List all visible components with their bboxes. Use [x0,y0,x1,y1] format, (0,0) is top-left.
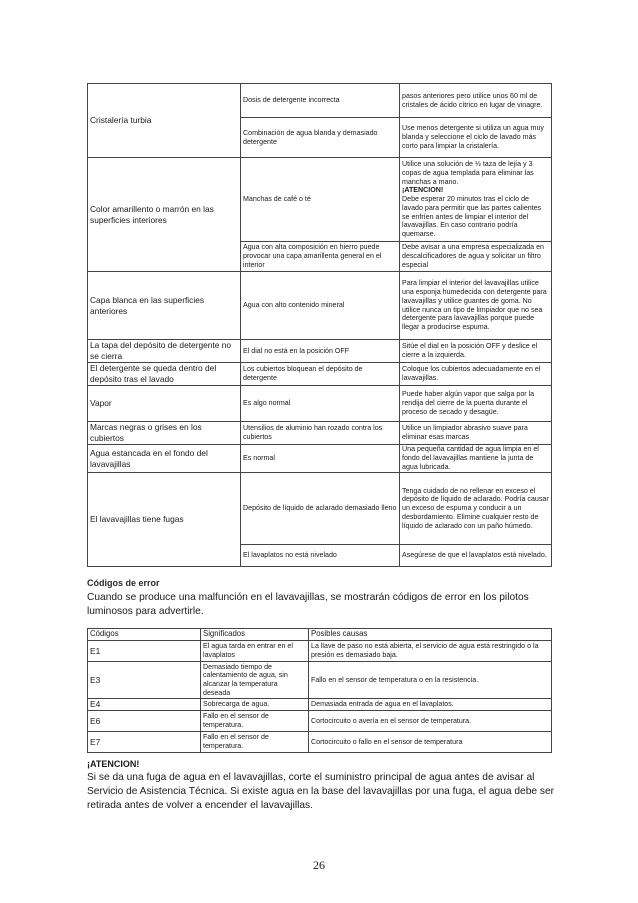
error-codes-table [87,628,552,753]
table-row [88,363,552,386]
solution-cell: Utilice un limpiador abrasivo suave para eliminar esas marcas [400,422,552,445]
solution-cell: Use menos detergente si utiliza un agua muy blanda y seleccione el ciclo de lavado más corto para limpiar la cristalería. [400,118,552,158]
code-cell: E6 [88,711,201,732]
cause-cell: Demasiada entrada de agua en el lavaplatos. [309,699,552,711]
meaning-cell: El agua tarda en entrar en el lavaplatos [201,641,309,662]
table-row [88,445,552,473]
table-row [88,84,552,118]
troubleshooting-table [87,83,552,567]
cause-cell: Depósito de líquido de aclarado demasiado lleno [241,473,400,545]
cause-cell: El lavaplatos no está nivelado [241,545,400,567]
cause-cell: La llave de paso no está abierta, el servicio de agua está restringido o la presión es demasiado baja. [309,641,552,662]
problem-cell: Capa blanca en las superficies anteriores [88,272,241,340]
table-header-row [88,629,552,641]
solution-cell [400,158,552,242]
solution-cell: pasos anteriores pero utilice unos 60 ml de cristales de ácido cítrico en lugar de vinagre. [400,84,552,118]
cause-cell: El dial no está en la posición OFF [241,340,400,363]
warning-label: ¡ATENCION! [402,186,444,195]
warning-text: Si se da una fuga de agua en el lavavajillas, corte el suministro principal de agua antes de avisar al Servicio de Asistencia Técnica. Si existe agua en la base del lavavajillas por una fuga, el agua debe ser retirada antes de volver a encender el lavavajillas. [87,772,555,811]
table-row [88,732,552,753]
cause-cell: Combinación de agua blanda y demasiado detergente [241,118,400,158]
table-row [88,473,552,545]
cause-cell: Manchas de café o té [241,158,400,242]
table-row [88,340,552,363]
solution-cell: Tenga cuidado de no rellenar en exceso el depósito de líquido de aclarado. Podría causar un exceso de espuma y conducir a un desbordamiento. Elimine cualquier resto de líquido de aclarado con un paño húmedo. [400,473,552,545]
solution-text: Debe esperar 20 minutos tras el ciclo de lavado para permitir que las partes calientes se enfríen antes de limpiar el interior del lavavajillas. En caso contrario podría quemarse. [402,195,542,238]
column-header: Significados [201,629,309,641]
meaning-cell: Fallo en el sensor de temperatura. [201,732,309,753]
warning-heading: ¡ATENCION! [87,759,140,769]
solution-cell: Coloque los cubiertos adecuadamente en el lavavajillas. [400,363,552,386]
cause-cell: Agua con alta composición en hierro puede provocar una capa amarillenta general en el interior [241,242,400,272]
problem-cell: La tapa del depósito de detergente no se cierra [88,340,241,363]
cause-cell: Los cubiertos bloquean el depósito de detergente [241,363,400,386]
problem-cell: Agua estancada en el fondo del lavavajillas [88,445,241,473]
table-row [88,699,552,711]
solution-cell: Sitúe el dial en la posición OFF y deslice el cierre a la izquierda. [400,340,552,363]
table-row [88,711,552,732]
code-cell: E3 [88,662,201,699]
column-header: Posibles causas [309,629,552,641]
solution-cell: Una pequeña cantidad de agua limpia en el fondo del lavavajillas mantiene la junta de agua lubricada. [400,445,552,473]
error-codes-heading: Códigos de error [87,578,160,588]
code-cell: E1 [88,641,201,662]
table-row [88,386,552,422]
cause-cell: Cortocircuito o fallo en el sensor de temperatura [309,732,552,753]
problem-cell: Vapor [88,386,241,422]
table-row [88,662,552,699]
solution-cell: Debe avisar a una empresa especializada en descalcificadores de agua y solicitar un filtro especial [400,242,552,272]
table-row [88,422,552,445]
table-row [88,641,552,662]
problem-cell: El detergente se queda dentro del depósito tras el lavado [88,363,241,386]
meaning-cell: Sobrecarga de agua. [201,699,309,711]
solution-cell: Puede haber algún vapor que salga por la rendija del cierre de la puerta durante el proceso de secado y desagüe. [400,386,552,422]
solution-cell: Para limpiar el interior del lavavajillas utilice una esponja humedecida con detergente para lavavajillas y utilice guantes de goma. No utilice nunca un tipo de limpiador que no sea detergente para lavavajillas porque puede llegar a producirse espuma. [400,272,552,340]
problem-cell: Color amarillento o marrón en las superficies interiores [88,158,241,272]
problem-cell: Cristalería turbia [88,84,241,158]
cause-cell: Es normal [241,445,400,473]
table-row [88,272,552,340]
code-cell: E7 [88,732,201,753]
problem-cell: El lavavajillas tiene fugas [88,473,241,567]
page-number: 26 [313,858,325,872]
cause-cell: Fallo en el sensor de temperatura o en la resistencia. [309,662,552,699]
solution-text: Utilice una solución de ½ taza de lejía y 3 copas de agua templada para eliminar las manchas a mano. [402,160,534,186]
cause-cell: Dosis de detergente incorrecta [241,84,400,118]
solution-cell: Asegúrese de que el lavaplatos está nivelado. [400,545,552,567]
column-header: Códigos [88,629,201,641]
cause-cell: Cortocircuito o avería en el sensor de temperatura. [309,711,552,732]
error-codes-intro: Cuando se produce una malfunción en el lavavajillas, se mostrarán códigos de error en los pilotos luminosos para advertirle. [87,592,529,617]
code-cell: E4 [88,699,201,711]
table-row [88,158,552,242]
cause-cell: Agua con alto contenido mineral [241,272,400,340]
meaning-cell: Demasiado tiempo de calentamiento de agua, sin alcanzar la temperatura deseada [201,662,309,699]
problem-cell: Marcas negras o grises en los cubiertos [88,422,241,445]
cause-cell: Utensilios de aluminio han rozado contra los cubiertos [241,422,400,445]
meaning-cell: Fallo en el sensor de temperatura. [201,711,309,732]
cause-cell: Es algo normal [241,386,400,422]
